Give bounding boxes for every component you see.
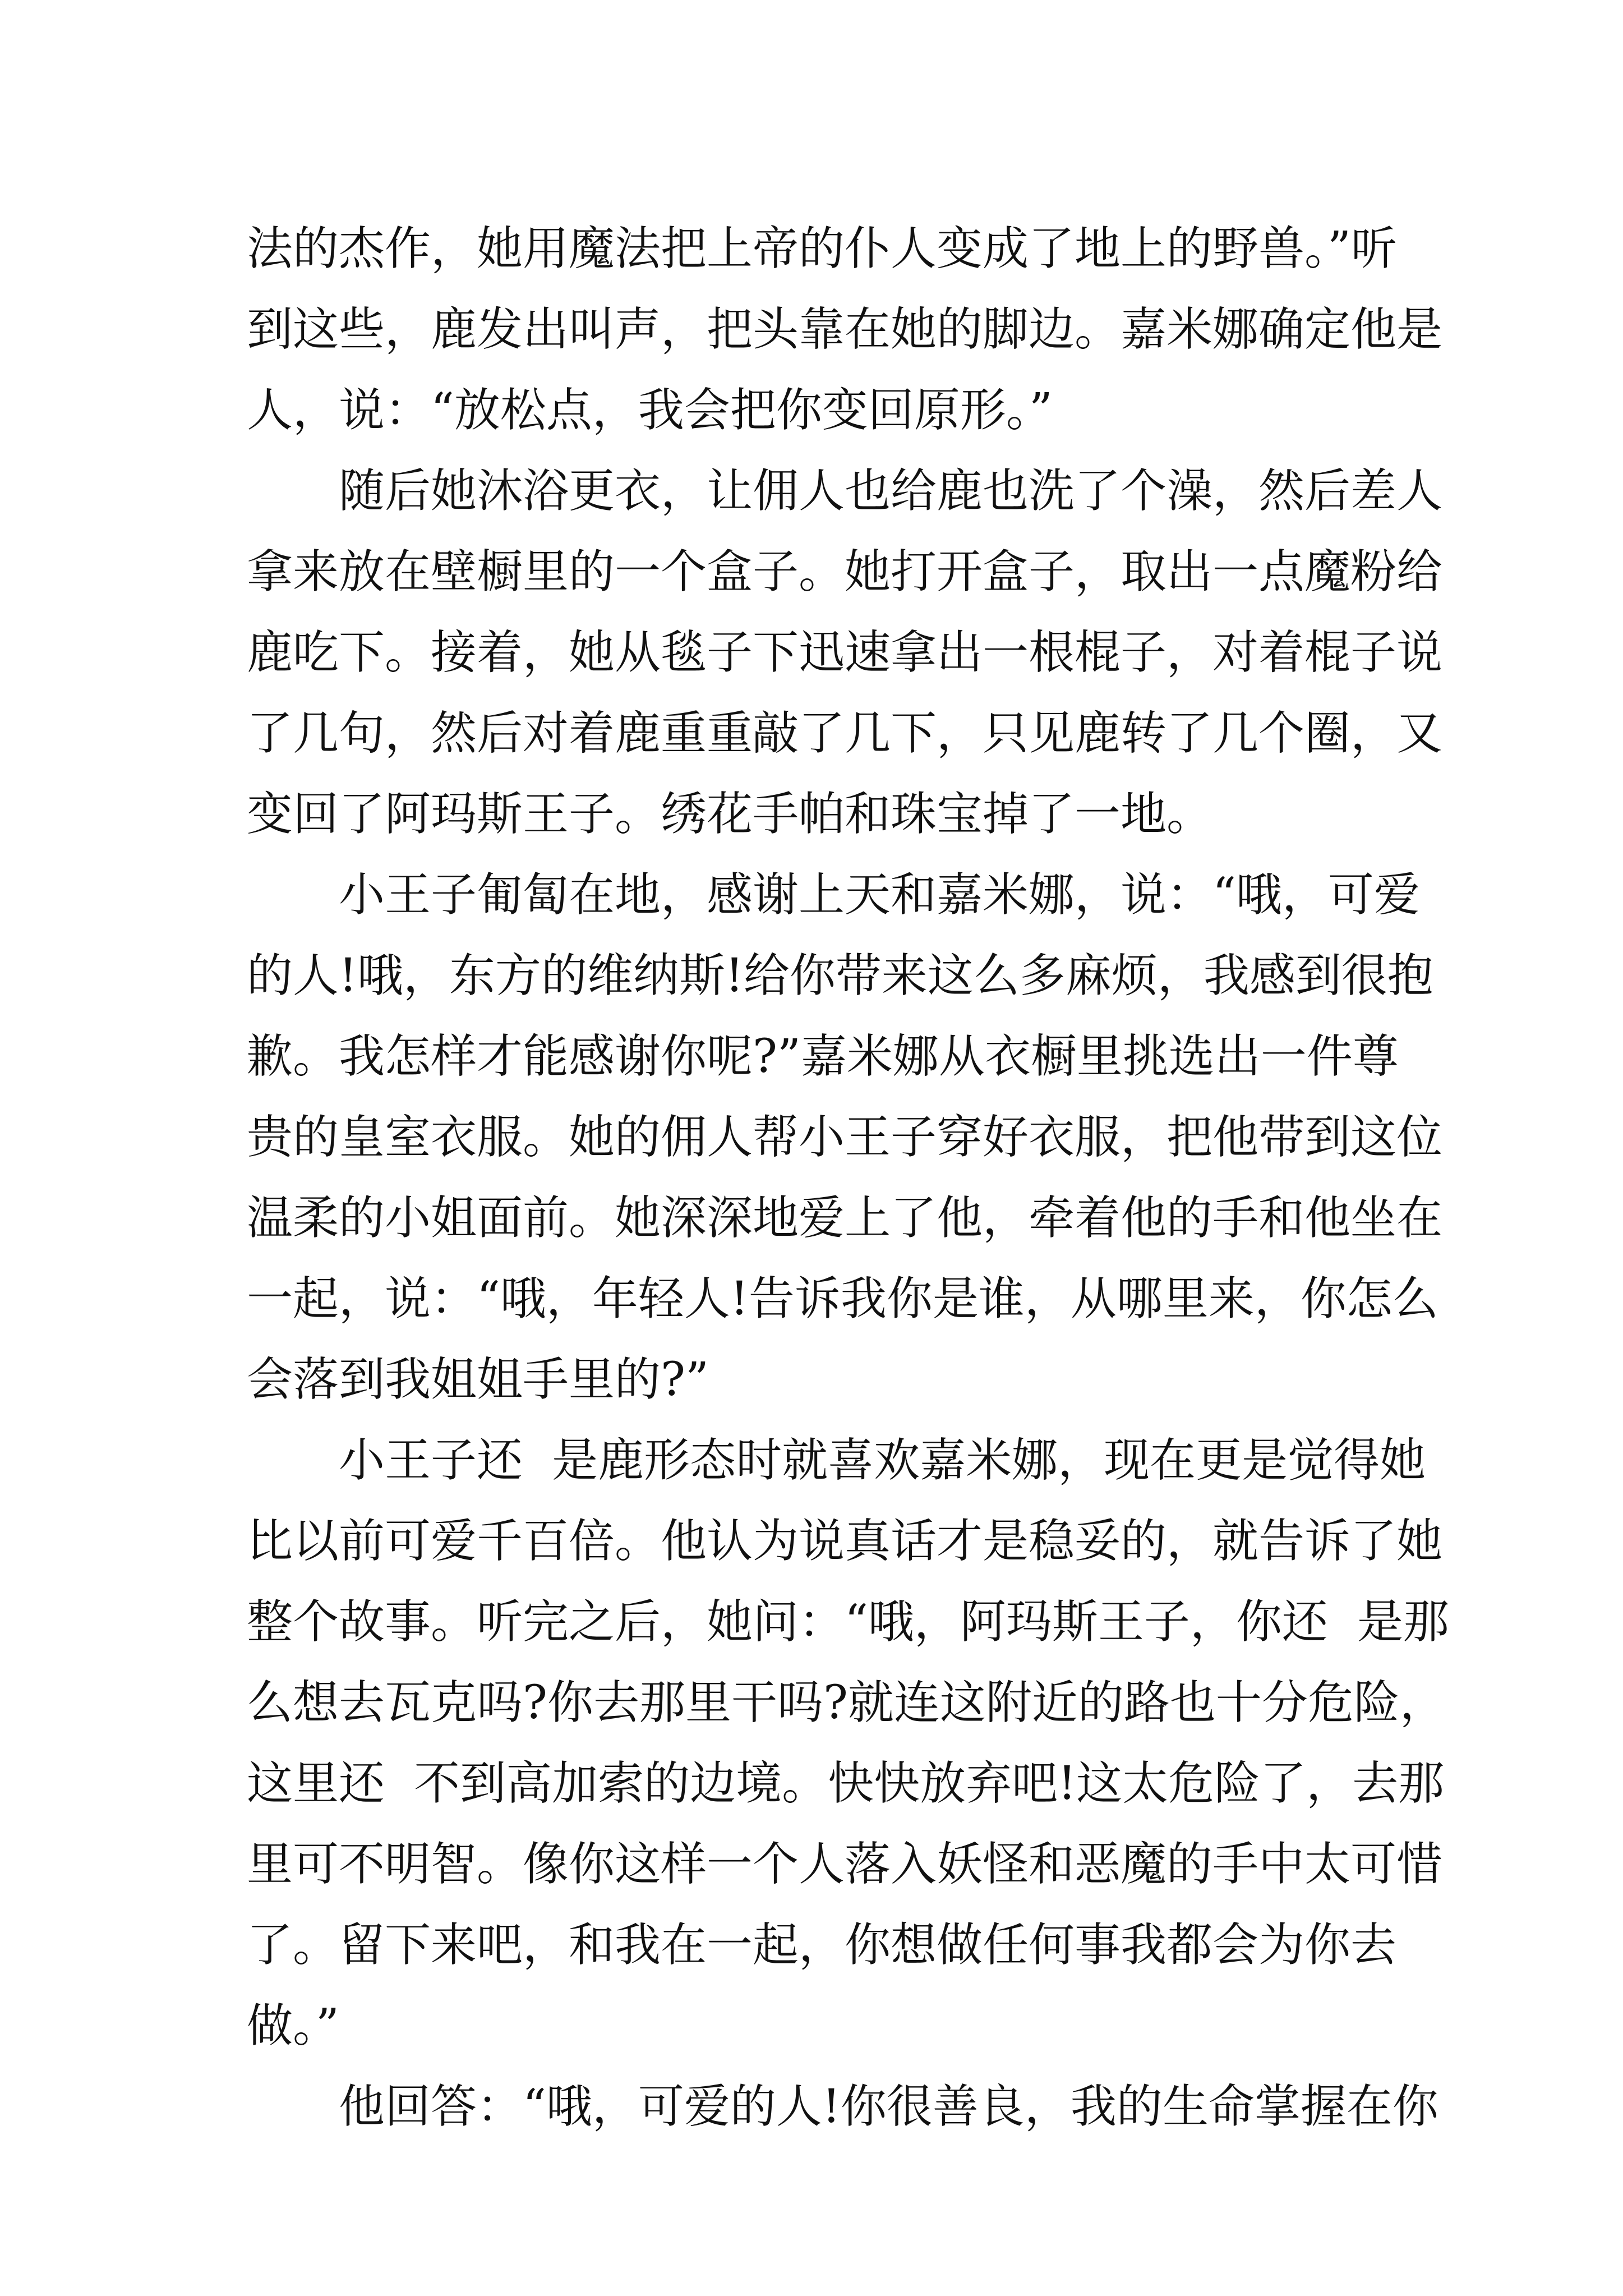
body-text	[247, 209, 1450, 2147]
text-line: 到这些，鹿发出叫声，把头靠在她的脚边。嘉米娜确定他是	[247, 303, 1443, 356]
text-line: 歉。我怎样才能感谢你呢?”嘉米娜从衣橱里挑选出一件尊	[247, 1030, 1399, 1083]
text-line: 鹿吃下。接着，她从毯子下迅速拿出一根棍子，对着棍子说	[247, 626, 1443, 679]
paragraph-first-line: 随后她沐浴更衣，让佣人也给鹿也洗了个澡，然后差人	[339, 464, 1443, 518]
text-line: 这里还 不到高加索的边境。快快放弃吧!这太危险了，去那	[247, 1757, 1445, 1810]
paragraph-first-line: 小王子匍匐在地，感谢上天和嘉米娜，说：“哦，可爱	[339, 868, 1420, 922]
paragraph-first-line: 他回答：“哦，可爱的人!你很善良，我的生命掌握在你	[339, 2080, 1438, 2133]
text-line: 温柔的小姐面前。她深深地爱上了他，牵着他的手和他坐在	[247, 1191, 1443, 1245]
text-line: 了几句，然后对着鹿重重敲了几下，只见鹿转了几个圈，又	[247, 707, 1443, 760]
text-line: 整个故事。听完之后，她问：“哦，阿玛斯王子，你还 是那	[247, 1595, 1450, 1649]
text-line: 拿来放在壁橱里的一个盒子。她打开盒子，取出一点魔粉给	[247, 545, 1443, 599]
text-line: 么想去瓦克吗?你去那里干吗?就连这附近的路也十分危险，	[247, 1676, 1446, 1729]
text-line: 人，说：“放松点，我会把你变回原形。”	[247, 384, 1053, 437]
text-line: 变回了阿玛斯王子。绣花手帕和珠宝掉了一地。	[247, 788, 1213, 841]
text-line: 里可不明智。像你这样一个人落入妖怪和恶魔的手中太可惜	[247, 1838, 1443, 1891]
text-line: 的人!哦，东方的维纳斯!给你带来这么多麻烦，我感到很抱	[247, 949, 1433, 1002]
text-line: 会落到我姐姐手里的?”	[247, 1353, 709, 1406]
paragraph-first-line: 小王子还 是鹿形态时就喜欢嘉米娜，现在更是觉得她	[339, 1434, 1426, 1487]
text-line: 比以前可爱千百倍。他认为说真话才是稳妥的，就告诉了她	[247, 1515, 1443, 1568]
text-line: 了。留下来吧，和我在一起，你想做任何事我都会为你去	[247, 1918, 1397, 1972]
text-line: 贵的皇室衣服。她的佣人帮小王子穿好衣服，把他带到这位	[247, 1111, 1443, 1164]
text-line: 一起，说：“哦，年轻人!告诉我你是谁，从哪里来，你怎么	[247, 1272, 1438, 1326]
text-line: 法的杰作，她用魔法把上帝的仆人变成了地上的野兽。”听	[247, 222, 1397, 275]
text-line: 做。”	[247, 1999, 339, 2053]
